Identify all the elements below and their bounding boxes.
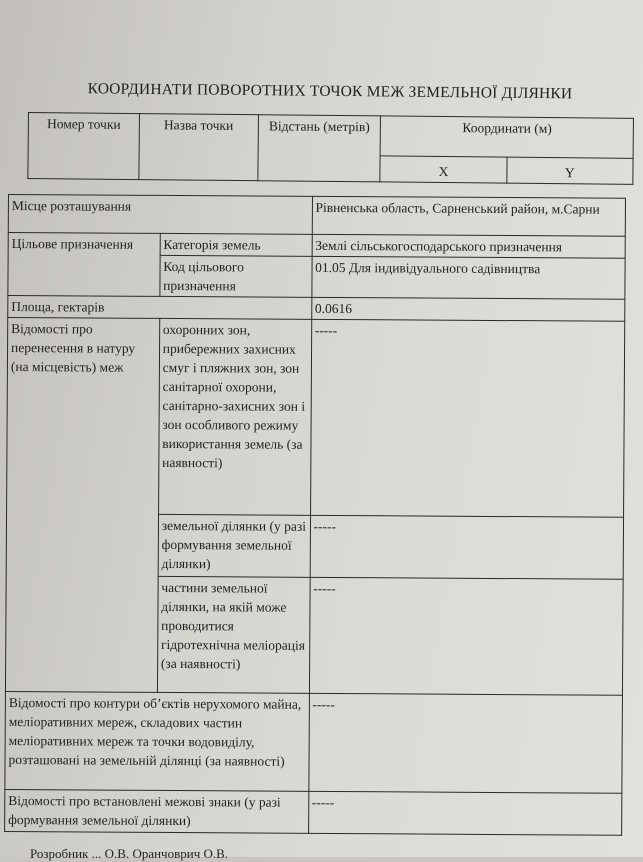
header-coordinates: Координати (м) <box>381 116 634 158</box>
zones-label: охоронних зон, прибережних захисних смуг і пляжних зон, зон санітарної охорони, санітарно-захисних зон і зон особливого режиму використання земель (за наявності) <box>158 318 311 515</box>
parcel-label: земельної ділянки (у разі формування земельної ділянки) <box>158 514 310 577</box>
code-label: Код цільового призначення <box>160 255 312 297</box>
parcel-value: ----- <box>310 515 624 579</box>
coordinates-table <box>27 112 634 185</box>
area-value: 0.0616 <box>311 297 625 321</box>
header-distance: Відстань (метрів) <box>257 115 381 182</box>
boundary-signs-label: Відомості про встановлені межові знаки (у разі формування земельної ділянки) <box>5 789 309 833</box>
category-label: Категорія земель <box>160 233 312 256</box>
area-label: Площа, гектарів <box>8 296 312 320</box>
header-y: Y <box>507 157 634 184</box>
header-x: X <box>380 156 506 183</box>
document-title: КООРДИНАТИ ПОВОРОТНИХ ТОЧОК МЕЖ ЗЕМЕЛЬНОЇ ДІЛЯНКИ <box>87 80 573 103</box>
header-point-number: Номер точки <box>28 113 140 180</box>
melioration-label: частини земельної ділянки, на якій може проводитися гідротехнічна меліорація (за наявності) <box>157 576 309 693</box>
location-value: Рівненська область, Сарненський район, м.Сарни <box>312 196 626 236</box>
zones-value: ----- <box>310 319 625 517</box>
footer-text: Розробник ... О.В. Оранчоврич О.В. <box>30 846 229 861</box>
melioration-value: ----- <box>309 577 623 695</box>
contours-label: Відомості про контури об’єктів нерухомого майна, меліоративних мереж, складових частин меліоративних мереж та точки водовиділу, розташовані на земельній ділянці (за наявності) <box>5 691 309 791</box>
purpose-label: Цільове призначення <box>8 233 160 297</box>
category-value: Землі сільськогосподарського призначення <box>312 234 626 258</box>
boundary-signs-value: ----- <box>308 791 622 835</box>
code-value: 01.05 Для індивідуального садівництва <box>311 256 625 299</box>
contours-value: ----- <box>308 693 622 793</box>
header-point-name: Назва точки <box>139 114 258 181</box>
land-info-table <box>4 194 626 836</box>
transfer-label: Відомості про перенесення в натуру (на місцевість) меж <box>5 318 159 693</box>
location-label: Місце розташування <box>8 195 312 235</box>
